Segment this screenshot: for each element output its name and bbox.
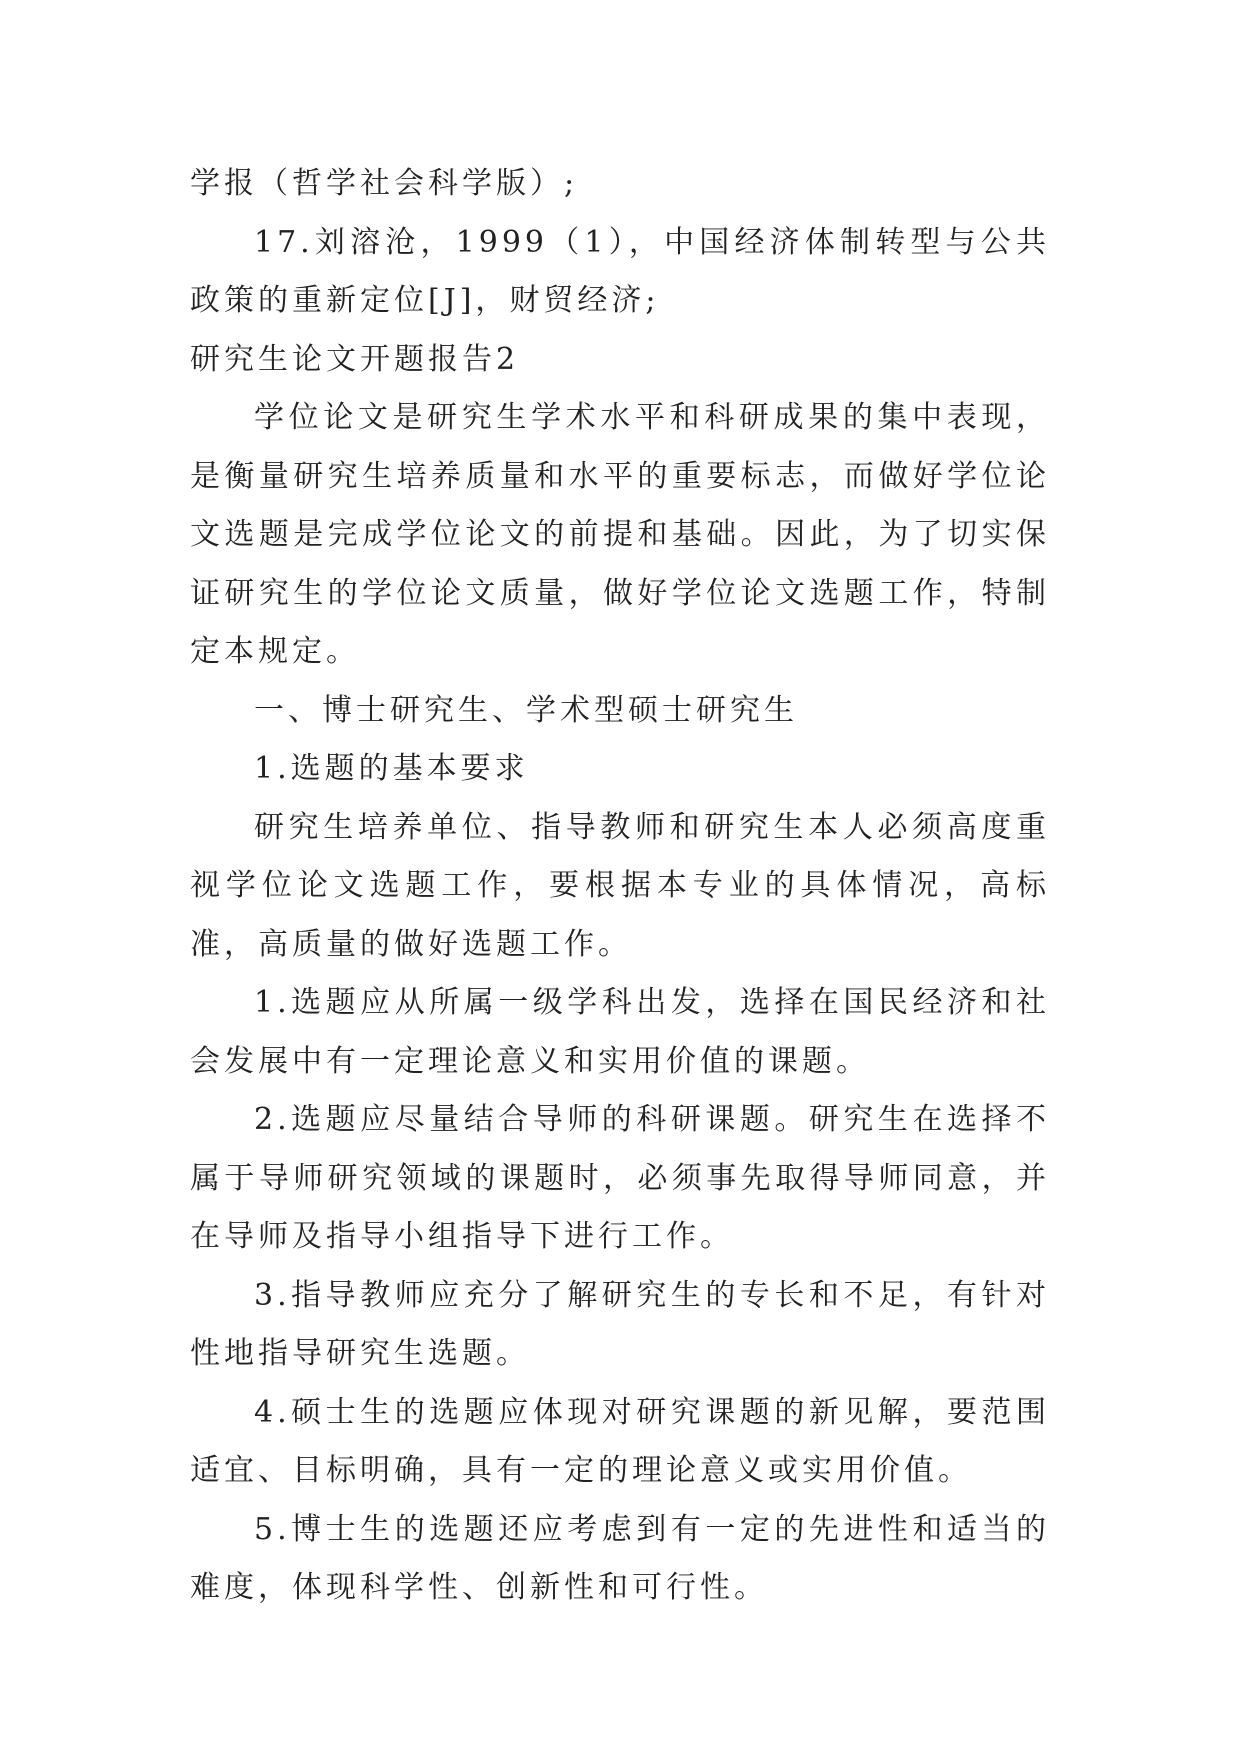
list-item-4: 4.硕士生的选题应体现对研究课题的新见解，要范围适宜、目标明确，具有一定的理论意义或实用价值。 — [190, 1394, 1050, 1488]
section-title: 研究生论文开题报告2 — [190, 341, 520, 377]
list-item-3: 3.指导教师应充分了解研究生的专长和不足，有针对性地指导研究生选题。 — [190, 1277, 1050, 1371]
heading-basic-requirements: 1.选题的基本要求 — [254, 751, 529, 786]
paragraph-reference-17: 17.刘溶沧，1999（1），中国经济体制转型与公共政策的重新定位[J]，财贸经济; — [190, 224, 1050, 318]
paragraph-intro: 学位论文是研究生学术水平和科研成果的集中表现，是衡量研究生培养质量和水平的重要标志，而做好学位论文选题是完成学位论文的前提和基础。因此，为了切实保证研究生的学位论文质量，做好学位论文选题工作，特制定本规定。 — [190, 400, 1050, 669]
paragraph-journal-line: 学报（哲学社会科学版）; — [190, 166, 579, 201]
list-item-1: 1.选题应从所属一级学科出发，选择在国民经济和社会发展中有一定理论意义和实用价值的课题。 — [190, 985, 1050, 1079]
list-item-2: 2.选题应尽量结合导师的科研课题。研究生在选择不属于导师研究领域的课题时，必须事先取得导师同意，并在导师及指导小组指导下进行工作。 — [190, 1102, 1050, 1254]
list-item-5: 5.博士生的选题还应考虑到有一定的先进性和适当的难度，体现科学性、创新性和可行性。 — [190, 1511, 1050, 1605]
document-body — [190, 155, 1050, 1618]
heading-part-one: 一、博士研究生、学术型硕士研究生 — [254, 692, 798, 728]
paragraph-requirements: 研究生培养单位、指导教师和研究生本人必须高度重视学位论文选题工作，要根据本专业的具体情况，高标准，高质量的做好选题工作。 — [190, 809, 1050, 962]
